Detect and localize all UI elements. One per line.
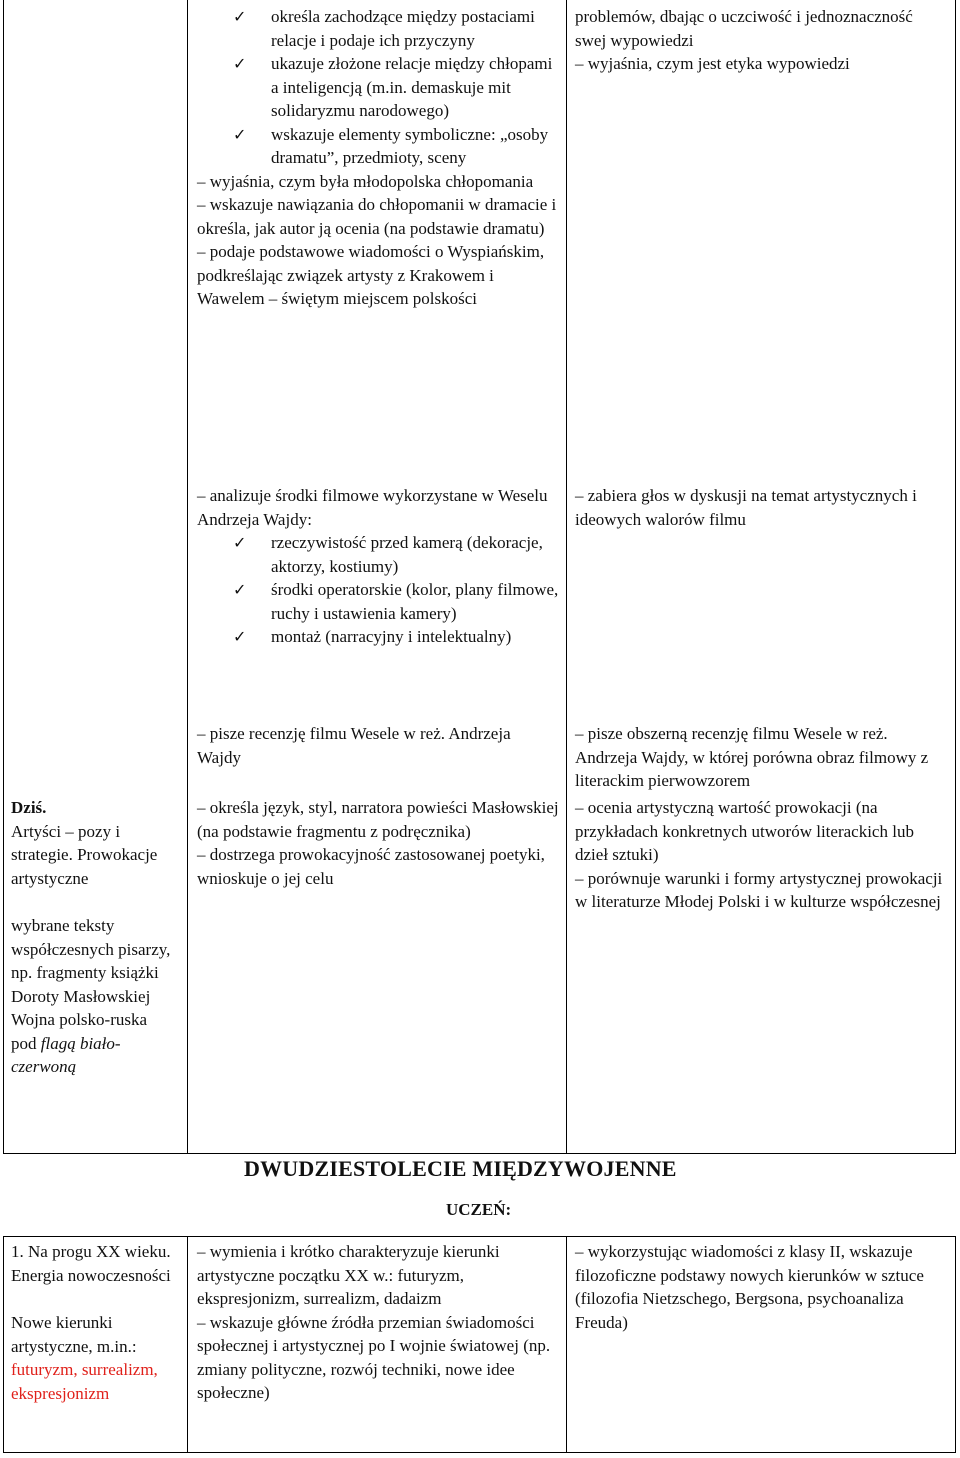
- extended-item: – ocenia artystyczną wartość prowokacji (na przykładach konkretnych utworów literackich lub dzieł sztuki): [575, 798, 914, 864]
- table-bottom-border: [3, 1153, 956, 1154]
- block4-col2: [197, 796, 559, 890]
- objective-item: – wskazuje główne źródła przemian świadomości społecznej i artystycznej po I wojnie światowej (np. zmiany polityczne, rozwój techniki, nowe idee społeczne): [197, 1312, 551, 1402]
- block4-col3: [575, 796, 947, 914]
- block3-col2: [197, 722, 517, 769]
- table2-top-border: [3, 1236, 956, 1237]
- col2-divider: [566, 0, 567, 1154]
- checklist-item: ✓ określa zachodzące między postaciami relacje i podaje ich przyczyny: [233, 7, 535, 50]
- checkmark-icon: ✓: [233, 54, 247, 73]
- section-subheading: UCZEŃ:: [446, 1200, 512, 1219]
- objective-item: – podaje podstawowe wiadomości o Wyspiańskim, podkreślając związek artysty z Krakowem i Wawelem – świętym miejscem polskości: [197, 242, 545, 308]
- objective-item: – pisze recenzję filmu Wesele w reż. Andrzeja Wajdy: [197, 724, 511, 767]
- extended-item: – wyjaśnia, czym jest etyka wypowiedzi: [575, 54, 850, 73]
- extended-item: – porównuje warunki i formy artystycznej prowokacji w literaturze Młodej Polski i w kulturze współczesnej: [575, 868, 943, 911]
- block5-col1: [11, 1240, 176, 1405]
- table2-col2-divider: [566, 1236, 567, 1452]
- block3-col3: [575, 722, 937, 793]
- checkmark-icon: ✓: [233, 627, 247, 646]
- topic-title: 1. Na progu XX wieku. Energia nowoczesności: [11, 1242, 171, 1285]
- table-right-border: [955, 0, 956, 1154]
- block2-col2: [197, 484, 559, 649]
- objective-item: – wymienia i krótko charakteryzuje kierunki artystyczne początku XX w.: futuryzm, ekspresjonizm, surrealizm, dadaizm: [197, 1242, 500, 1308]
- block5-col2: [197, 1240, 559, 1405]
- objective-item: – analizuje środki filmowe wykorzystane w Weselu Andrzeja Wajdy:: [197, 486, 548, 529]
- table-left-border: [3, 0, 4, 1154]
- block5-col3: [575, 1240, 947, 1334]
- table2-bottom-border: [3, 1452, 956, 1453]
- objective-item: – wskazuje nawiązania do chłopomanii w dramacie i określa, jak autor ją ocenia (na podstawie dramatu): [197, 195, 557, 238]
- extended-item: – wykorzystując wiadomości z klasy II, wskazuje filozoficzne podstawy nowych kierunków w sztuce (filozofia Nietzschego, Bergsona, psychoanaliza Freuda): [575, 1242, 924, 1332]
- checkmark-icon: ✓: [233, 533, 247, 552]
- topic-texts: wybrane teksty współczesnych pisarzy, np. fragmenty książki Doroty Masłowskiej Wojna polsko-ruska pod flagą biało-czerwoną: [11, 916, 171, 1076]
- col1-divider: [187, 0, 188, 1154]
- section-heading: DWUDZIESTOLECIE MIĘDZYWOJENNE: [244, 1156, 677, 1181]
- checkmark-icon: ✓: [233, 124, 247, 144]
- checklist-item: ✓ wskazuje elementy symboliczne: „osoby dramatu”, przedmioty, sceny: [233, 124, 549, 167]
- topic-subtitle: Nowe kierunki artystyczne, m.in.:: [11, 1313, 137, 1356]
- block1-col2: [197, 5, 559, 311]
- checklist-item: ✓ środki operatorskie (kolor, plany filmowe, ruchy i ustawienia kamery): [233, 580, 559, 623]
- table2-right-border: [955, 1236, 956, 1452]
- objective-item: – wyjaśnia, czym była młodopolska chłopomania: [197, 171, 534, 191]
- objective-item: – określa język, styl, narratora powieści Masłowskiej (na podstawie fragmentu z podręcznika): [197, 798, 559, 841]
- table2-left-border: [3, 1236, 4, 1452]
- checkmark-icon: ✓: [233, 7, 247, 26]
- block1-col3: [575, 5, 947, 76]
- topic-highlight: futuryzm, surrealizm, ekspresjonizm: [11, 1360, 158, 1403]
- checkmark-icon: ✓: [233, 580, 247, 599]
- checklist-item: ✓ montaż (narracyjny i intelektualny): [197, 625, 559, 649]
- block2-checklist: [197, 531, 559, 649]
- objective-item: – dostrzega prowokacyjność zastosowanej poetyki, wnioskuje o jej celu: [197, 845, 545, 888]
- block4-col1: [11, 796, 176, 1079]
- block2-col3: [575, 484, 935, 531]
- topic-subtitle: Artyści – pozy i strategie. Prowokacje artystyczne: [11, 821, 158, 888]
- table2-col1-divider: [187, 1236, 188, 1452]
- extended-item: – zabiera głos w dyskusji na temat artystycznych i ideowych walorów filmu: [575, 486, 917, 529]
- block1-checklist: [197, 5, 559, 170]
- checklist-item: ✓ rzeczywistość przed kamerą (dekoracje, aktorzy, kostiumy): [233, 533, 543, 576]
- topic-title: Dziś.: [11, 798, 47, 817]
- checklist-item: ✓ ukazuje złożone relacje między chłopami a inteligencją (m.in. demaskuje mit solidaryzmu narodowego): [233, 54, 553, 120]
- extended-item: – pisze obszerną recenzję filmu Wesele w reż. Andrzeja Wajdy, w której porówna obraz filmowy z literackim pierwowzorem: [575, 724, 929, 790]
- extended-item: problemów, dbając o uczciwość i jednoznaczność swej wypowiedzi: [575, 7, 913, 50]
